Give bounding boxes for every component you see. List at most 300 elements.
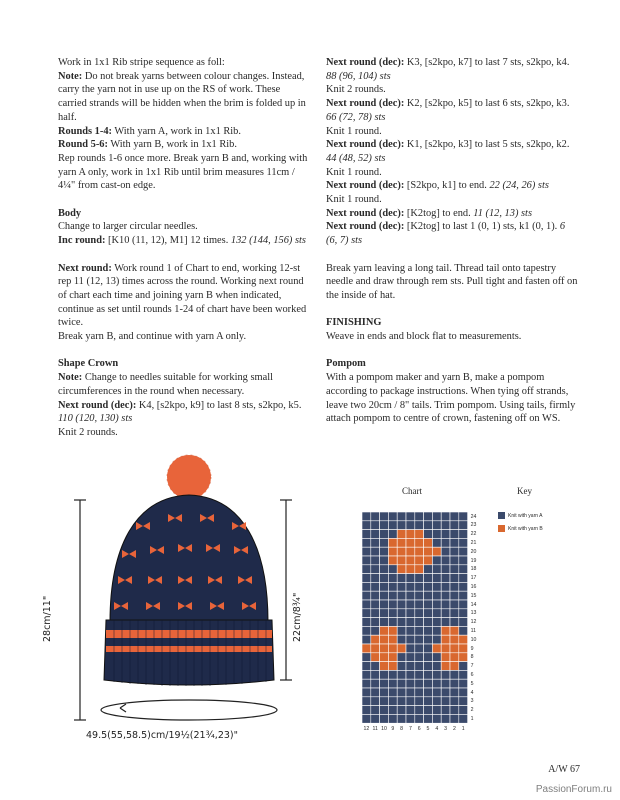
chart-cell (371, 574, 380, 583)
chart-cell (371, 591, 380, 600)
repeat-text: Rep rounds 1-6 once more. Break yarn B and, working with yarn A only, work in 1x1 Rib until brim measures 11cm / 4¼" from cast-on edge. (58, 152, 308, 192)
chart-cell (432, 609, 441, 618)
chart-cell (388, 582, 397, 591)
chart-cell (424, 688, 433, 697)
chart-cell (362, 538, 371, 547)
chart-cell (380, 662, 389, 671)
chart-cell (450, 697, 459, 706)
chart-cell (388, 556, 397, 565)
chart-cell (397, 565, 406, 574)
chart-cell (432, 582, 441, 591)
dec-round-3-sts: 66 (72, 78) sts (326, 111, 386, 123)
chart-cell (371, 582, 380, 591)
chart-cell (415, 697, 424, 706)
chart-cell (380, 556, 389, 565)
chart-cell (459, 530, 468, 539)
chart-cell (397, 530, 406, 539)
chart-cell (450, 556, 459, 565)
chart-cell (388, 679, 397, 688)
finishing-heading: FINISHING (326, 317, 382, 329)
dec-round-2-text: K3, [s2kpo, k7] to last 7 sts, s2kpo, k4. (404, 57, 570, 68)
chart-cell (362, 626, 371, 635)
chart-cell (450, 653, 459, 662)
chart-cell (450, 600, 459, 609)
chart-cell (362, 609, 371, 618)
chart-cell (450, 565, 459, 574)
chart-cell (424, 591, 433, 600)
chart-cell (415, 714, 424, 723)
chart-cell (441, 644, 450, 653)
chart-cell (424, 697, 433, 706)
dec-round-2-sts: 88 (96, 104) sts (326, 70, 391, 82)
chart-cell (397, 706, 406, 715)
chart-cell (450, 688, 459, 697)
chart-cell (432, 600, 441, 609)
chart-cell (406, 530, 415, 539)
row-number: 1 (470, 715, 474, 722)
chart-grid-svg (362, 512, 469, 724)
chart-cell (432, 706, 441, 715)
chart-cell (459, 714, 468, 723)
chart-cell (380, 635, 389, 644)
knit-1-round-b: Knit 1 round. (326, 166, 382, 178)
chart-cell (406, 644, 415, 653)
chart-cell (371, 662, 380, 671)
chart-cell (432, 626, 441, 635)
chart-cell (415, 635, 424, 644)
dec-round-2 (326, 56, 578, 83)
chart-cell (397, 547, 406, 556)
chart-cell (415, 670, 424, 679)
key-item (498, 525, 543, 532)
column-number: 4 (435, 726, 439, 733)
chart-cell (362, 706, 371, 715)
chart-cell (432, 653, 441, 662)
chart-cell (432, 670, 441, 679)
chart-cell (380, 653, 389, 662)
chart-cell (415, 565, 424, 574)
chart-cell (388, 662, 397, 671)
chart-cell (424, 679, 433, 688)
note-paragraph (58, 70, 310, 125)
chart-cell (432, 714, 441, 723)
chart-cell (371, 547, 380, 556)
row-number: 4 (470, 689, 474, 696)
chart-cell (432, 521, 441, 530)
row-number: 13 (470, 610, 477, 617)
column-number: 6 (417, 726, 421, 733)
chart-cell (424, 512, 433, 521)
chart-cell (388, 512, 397, 521)
chart-cell (450, 547, 459, 556)
chart-cell (388, 600, 397, 609)
chart-cell (450, 538, 459, 547)
dec-round-3-text: K2, [s2kpo, k5] to last 6 sts, s2kpo, k3. (404, 98, 570, 110)
chart-cell (415, 618, 424, 627)
chart-cell (406, 591, 415, 600)
chart-cell (388, 635, 397, 644)
chart-cell (424, 635, 433, 644)
chart-cell (380, 582, 389, 591)
chart-cell (380, 530, 389, 539)
chart-cell (371, 706, 380, 715)
chart-cell (397, 538, 406, 547)
crown-heading: Shape Crown (58, 358, 119, 370)
chart-cell (362, 565, 371, 574)
chart-cell (450, 706, 459, 715)
row-number: 6 (470, 671, 474, 678)
dec-round-6 (326, 207, 578, 221)
key-label: Knit with yarn B (508, 525, 543, 532)
chart-cell (424, 706, 433, 715)
chart-cell (380, 565, 389, 574)
chart-cell (397, 644, 406, 653)
chart-cell (397, 609, 406, 618)
chart-cell (406, 582, 415, 591)
chart-cell (406, 714, 415, 723)
chart-cell (406, 574, 415, 583)
row-number: 11 (470, 627, 476, 634)
dec-round-6-text: [K2tog] to end. (404, 207, 474, 219)
chart-cell (406, 556, 415, 565)
chart-cell (371, 635, 380, 644)
chart-cell (450, 512, 459, 521)
chart-cell (362, 547, 371, 556)
chart-cell (459, 626, 468, 635)
chart-cell (441, 662, 450, 671)
chart-cell (415, 688, 424, 697)
chart-cell (432, 591, 441, 600)
knit-1-round-c: Knit 1 round. (326, 194, 382, 206)
chart-cell (415, 653, 424, 662)
key-swatch (498, 512, 505, 519)
chart-cell (459, 582, 468, 591)
chart-cell (432, 547, 441, 556)
chart-cell (459, 618, 468, 627)
chart-cell (459, 609, 468, 618)
chart-cell (397, 512, 406, 521)
pompom-heading: Pompom (326, 358, 366, 370)
chart-cell (450, 635, 459, 644)
chart-cell (415, 547, 424, 556)
chart-cell (362, 653, 371, 662)
chart-cell (388, 697, 397, 706)
column-number: 10 (381, 726, 387, 733)
chart-cell (362, 714, 371, 723)
chart-cell (415, 530, 424, 539)
chart-cell (362, 644, 371, 653)
chart-cell (450, 618, 459, 627)
chart-cell (441, 574, 450, 583)
chart-cell (459, 670, 468, 679)
chart-cell (432, 644, 441, 653)
chart-cell (397, 600, 406, 609)
chart-cell (371, 714, 380, 723)
chart-cell (371, 556, 380, 565)
hat-body (110, 495, 268, 622)
dec-round-1-label: Next round (dec): (58, 399, 137, 411)
chart-cell (415, 600, 424, 609)
chart-cell (362, 635, 371, 644)
row-number: 23 (470, 522, 477, 529)
dec-round-4-sts: 44 (48, 52) sts (326, 152, 386, 164)
brim-dimension (280, 500, 292, 680)
chart-cell (371, 512, 380, 521)
chart-cell (397, 662, 406, 671)
chart-cell (388, 714, 397, 723)
crown-note-label: Note: (58, 372, 83, 384)
chart-cell (441, 670, 450, 679)
chart-cell (397, 688, 406, 697)
note-label: Note: (58, 70, 83, 82)
chart-cell (371, 618, 380, 627)
width-ellipse (101, 700, 277, 720)
dec-round-3-label: Next round (dec): (326, 98, 405, 110)
chart-cell (441, 635, 450, 644)
chart-cell (388, 530, 397, 539)
chart-cell (397, 591, 406, 600)
chart-cell (397, 521, 406, 530)
knit-2-rounds-a: Knit 2 rounds. (326, 84, 386, 96)
chart-cell (380, 600, 389, 609)
chart-cell (397, 653, 406, 662)
chart-cell (450, 670, 459, 679)
chart-cell (371, 521, 380, 530)
chart-cell (388, 653, 397, 662)
chart-cell (362, 591, 371, 600)
chart-cell (388, 670, 397, 679)
chart-cell (424, 547, 433, 556)
chart-cell (371, 565, 380, 574)
chart-cell (424, 574, 433, 583)
chart-cell (424, 530, 433, 539)
chart-cell (415, 582, 424, 591)
chart-cell (459, 574, 468, 583)
chart-cell (406, 600, 415, 609)
chart-cell (432, 679, 441, 688)
chart-cell (450, 609, 459, 618)
chart-cell (450, 626, 459, 635)
chart-cell (371, 600, 380, 609)
dec-round-7-sts: 6 (6, 7) sts (326, 221, 566, 247)
inc-round (58, 234, 310, 248)
chart-cell (424, 644, 433, 653)
chart-cell (441, 547, 450, 556)
next-round (58, 262, 310, 331)
chart-cell (450, 714, 459, 723)
chart-cell (450, 662, 459, 671)
dec-round-1-sts: 110 (120, 130) sts (58, 413, 133, 425)
chart-cell (441, 530, 450, 539)
chart-cell (380, 618, 389, 627)
chart-cell (388, 688, 397, 697)
chart-cell (371, 670, 380, 679)
row-number: 16 (470, 583, 477, 590)
break-tail-text: Break yarn leaving a long tail. Thread tail onto tapestry needle and draw through rem sts. Pull tight and fasten off on the inside of hat. (326, 262, 578, 301)
dec-round-7 (326, 220, 578, 247)
chart-cell (388, 706, 397, 715)
chart-cell (424, 609, 433, 618)
chart-cell (424, 582, 433, 591)
chart-cell (415, 626, 424, 635)
chart-cell (441, 653, 450, 662)
hat-illustration (50, 452, 325, 752)
chart-cell (459, 653, 468, 662)
chart-cell (415, 679, 424, 688)
crown-note (58, 371, 310, 398)
chart-cell (362, 512, 371, 521)
chart-cell (380, 697, 389, 706)
chart-cell (415, 538, 424, 547)
chart-cell (441, 512, 450, 521)
key-item (498, 512, 542, 519)
chart-cell (380, 521, 389, 530)
chart-cell (459, 644, 468, 653)
inc-round-sts: 132 (144, 156) sts (230, 235, 306, 247)
break-yarn-b: Break yarn B, and continue with yarn A only. (58, 331, 247, 343)
chart-cell (397, 556, 406, 565)
width-label: 49.5(55,58.5)cm/19½(21¾,23)" (86, 730, 238, 741)
chart-cell (415, 574, 424, 583)
chart-cell (432, 565, 441, 574)
crown-note-text: Change to needles suitable for working small circumferences in the round when necessary. (58, 372, 273, 397)
chart-cell (424, 556, 433, 565)
chart-cell (397, 714, 406, 723)
chart-cell (406, 679, 415, 688)
chart-cell (362, 618, 371, 627)
chart-cell (441, 714, 450, 723)
row-number: 14 (470, 601, 477, 608)
chart-cell (459, 556, 468, 565)
chart-cell (432, 635, 441, 644)
chart-cell (380, 547, 389, 556)
chart-cell (406, 697, 415, 706)
brim-label: 22cm/8¾" (292, 592, 303, 642)
chart-cell (424, 670, 433, 679)
chart-cell (362, 679, 371, 688)
chart-cell (459, 635, 468, 644)
hat-diagram (42, 452, 325, 752)
row-number: 15 (470, 592, 477, 599)
next-round-label: Next round: (58, 262, 112, 274)
column-number: 11 (372, 726, 378, 733)
chart-cell (406, 565, 415, 574)
chart-cell (441, 626, 450, 635)
row-number: 19 (470, 557, 477, 564)
chart-cell (362, 530, 371, 539)
key-label: Knit with yarn A (508, 512, 543, 519)
chart-cell (406, 653, 415, 662)
chart-cell (388, 547, 397, 556)
chart-title: Chart (402, 486, 422, 496)
chart-cell (406, 521, 415, 530)
chart-cell (388, 626, 397, 635)
chart-cell (406, 688, 415, 697)
chart-cell (406, 635, 415, 644)
chart-cell (450, 582, 459, 591)
dec-round-2-label: Next round (dec): (326, 57, 405, 68)
chart-cell (388, 574, 397, 583)
chart-cell (432, 556, 441, 565)
row-number: 3 (470, 698, 474, 705)
chart-cell (380, 644, 389, 653)
column-number: 7 (408, 726, 412, 733)
chart-cell (450, 521, 459, 530)
chart-cell (371, 626, 380, 635)
chart-cell (459, 688, 468, 697)
chart-cell (371, 644, 380, 653)
rounds-1-4-label: Rounds 1-4: (58, 125, 112, 137)
chart-cell (388, 538, 397, 547)
chart-cell (362, 574, 371, 583)
dec-round-4 (326, 138, 578, 165)
chart-cell (362, 556, 371, 565)
chart-cell (380, 670, 389, 679)
intro-text: Work in 1x1 Rib stripe sequence as foll: (58, 57, 225, 68)
chart-cell (388, 565, 397, 574)
hat-brim (104, 620, 274, 685)
chart-cell (441, 565, 450, 574)
chart-cell (415, 521, 424, 530)
row-number: 24 (470, 513, 477, 520)
chart-cell (388, 591, 397, 600)
chart-cell (371, 679, 380, 688)
chart-cell (388, 521, 397, 530)
chart-cell (441, 582, 450, 591)
chart-cell (397, 635, 406, 644)
page-number: A/W 67 (548, 764, 580, 775)
chart-cell (459, 565, 468, 574)
colorwork-chart (362, 512, 469, 729)
height-label: 28cm/11" (42, 595, 53, 642)
round-5-6-label: Round 5-6: (58, 139, 108, 151)
chart-cell (371, 530, 380, 539)
chart-cell (371, 609, 380, 618)
dec-round-5-sts: 22 (24, 26) sts (489, 180, 549, 192)
next-round-text: Work round 1 of Chart to end, working 12-st rep 11 (12, 13) times across the round. Working next round of chart each time and joining yarn B when indicated, continue as set until rounds 1-24 of chart have been worked twice. (58, 262, 307, 329)
chart-cell (459, 547, 468, 556)
chart-cell (459, 662, 468, 671)
chart-cell (362, 670, 371, 679)
finishing-text: Weave in ends and block flat to measurements. (326, 331, 522, 343)
dec-round-5-label: Next round (dec): (326, 180, 405, 192)
column-number: 1 (461, 726, 465, 733)
chart-cell (397, 574, 406, 583)
chart-cell (397, 618, 406, 627)
inc-round-label: Inc round: (58, 235, 106, 247)
chart-cell (441, 618, 450, 627)
round-5-6 (58, 138, 310, 152)
chart-cell (432, 662, 441, 671)
column-number: 9 (391, 726, 395, 733)
dec-round-7-text: [K2tog] to last 1 (0, 1) sts, k1 (0, 1). (404, 221, 560, 233)
chart-cell (459, 697, 468, 706)
row-number: 7 (470, 663, 474, 670)
chart-cell (380, 609, 389, 618)
chart-cell (441, 556, 450, 565)
right-column (326, 56, 578, 426)
chart-cell (397, 697, 406, 706)
row-number: 9 (470, 645, 474, 652)
chart-cell (380, 574, 389, 583)
chart-cell (406, 662, 415, 671)
row-number: 22 (470, 531, 477, 538)
chart-cell (397, 626, 406, 635)
chart-cell (371, 688, 380, 697)
chart-cell (415, 556, 424, 565)
chart-cell (362, 697, 371, 706)
dec-round-5 (326, 179, 578, 193)
